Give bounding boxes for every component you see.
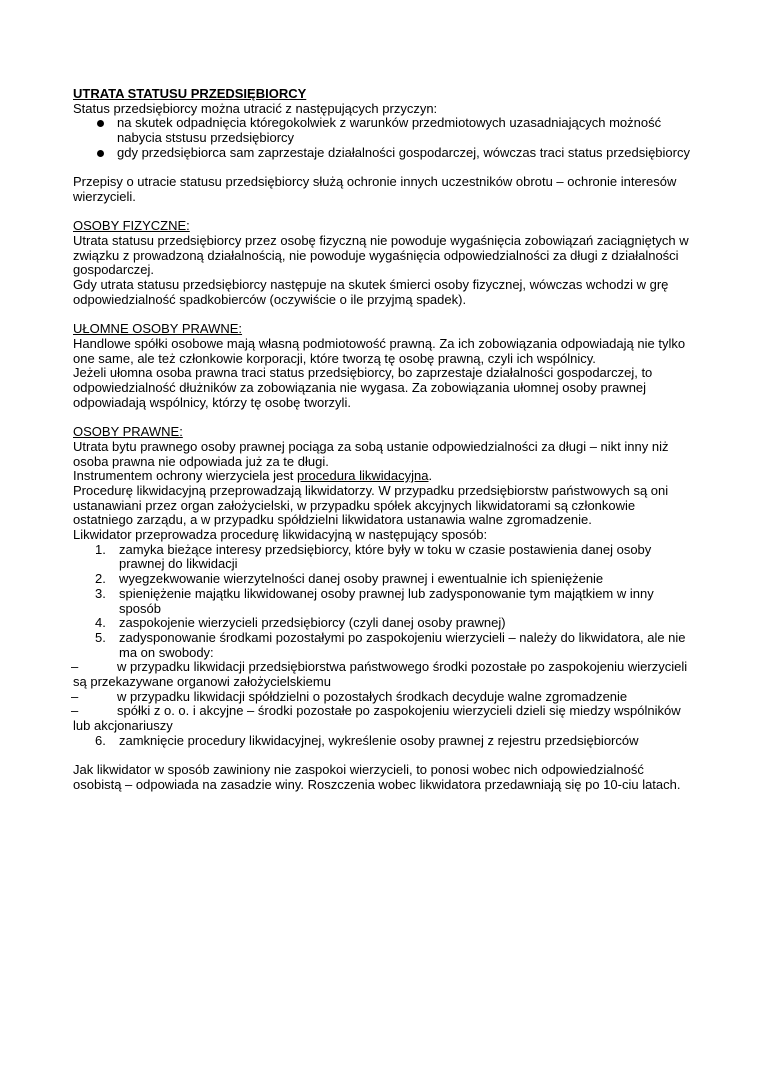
sub-item-text: spółki z o. o. i akcyjne – środki pozostałe po zaspokojeniu wierzycieli dzieli się miedzy wspólników lub akcjonariuszy bbox=[73, 703, 681, 734]
step-number: 1. bbox=[95, 541, 106, 557]
section-heading-natural-persons: OSOBY FIZYCZNE: bbox=[73, 218, 190, 234]
list-item bbox=[73, 631, 693, 660]
step-number: 2. bbox=[95, 571, 106, 587]
step-text: zaspokojenie wierzycieli przedsiębiorcy (czyli danej osoby prawnej) bbox=[119, 615, 506, 631]
list-item bbox=[73, 587, 693, 616]
step-text: spieniężenie majątku likwidowanej osoby prawnej lub zadysponowanie tym majątkiem w inny sposób bbox=[119, 585, 654, 616]
step-text: zamknięcie procedury likwidacyjnej, wykreślenie osoby prawnej z rejestru przedsiębiorców bbox=[119, 732, 639, 748]
closing-paragraph: Jak likwidator w sposób zawiniony nie zaspokoi wierzycieli, to ponosi wobec nich odpowiedzialność osobistą – odpowiada na zasadzie winy. Roszczenia wobec likwidatora przedawniają się po 10-ciu latach. bbox=[73, 762, 681, 792]
step-text: wyegzekwowanie wierzytelności danej osoby prawnej i ewentualnie ich spieniężenie bbox=[119, 571, 604, 587]
document-body bbox=[73, 87, 693, 793]
list-item bbox=[73, 690, 693, 705]
paragraph bbox=[73, 469, 693, 484]
purpose-text: Przepisy o utracie statusu przedsiębiorcy służą ochronie innych uczestników obrotu – ochronie interesów wierzycieli. bbox=[73, 174, 677, 204]
dash-marker: – bbox=[71, 659, 79, 675]
paragraph: Likwidator przeprowadza procedurę likwidacyjną w następujący sposób: bbox=[73, 527, 488, 543]
step-number: 5. bbox=[95, 629, 106, 645]
list-item bbox=[73, 704, 693, 733]
section-heading-legal-persons: OSOBY PRAWNE: bbox=[73, 424, 183, 440]
sub-item-text: w przypadku likwidacji spółdzielni o pozostałych środkach decyduje walne zgromadzenie bbox=[117, 688, 628, 704]
liquidation-final-step bbox=[73, 734, 693, 749]
list-item: gdy przedsiębiorca sam zaprzestaje działalności gospodarczej, wówczas traci status przedsiębiorcy bbox=[73, 146, 693, 161]
list-item bbox=[73, 572, 693, 587]
text-span: Instrumentem ochrony wierzyciela jest bbox=[73, 468, 297, 484]
dash-marker: – bbox=[71, 703, 79, 719]
step-text: zadysponowanie środkami pozostałymi po zaspokojeniu wierzycieli – należy do likwidatora, ale nie ma on swobody: bbox=[119, 629, 686, 660]
reasons-list bbox=[73, 116, 693, 160]
list-item: na skutek odpadnięcia któregokolwiek z warunków przedmiotowych uzasadniających możność nabycia ststusu przedsiębiorcy bbox=[73, 116, 693, 145]
document-title: UTRATA STATUSU PRZEDSIĘBIORCY bbox=[73, 86, 307, 101]
intro-text: Status przedsiębiorcy można utracić z następujących przyczyn: bbox=[73, 100, 438, 116]
section-heading-imperfect-legal-persons: UŁOMNE OSOBY PRAWNE: bbox=[73, 321, 243, 337]
text-span: . bbox=[428, 468, 433, 484]
paragraph: Procedurę likwidacyjną przeprowadzają likwidatorzy. W przypadku przedsiębiorstw państwowych są oni ustanawiani przez organ założycielski, w przypadku spółek akcyjnych likwidatorami są członkowie ostatniego zarządu, a w przypadku spółdzielni likwidatora ustanawia walne zgromadzenie. bbox=[73, 482, 669, 528]
list-item bbox=[73, 734, 693, 749]
dash-marker: – bbox=[71, 688, 79, 704]
list-item bbox=[73, 660, 693, 689]
liquidation-procedure-term: procedura likwidacyjna bbox=[296, 468, 429, 484]
paragraph: Utrata bytu prawnego osoby prawnej pociąga za sobą ustanie odpowiedzialności za długi – nikt inny niż osoba prawna nie odpowiada już za te długi. bbox=[73, 438, 669, 469]
remaining-funds-list bbox=[73, 660, 693, 734]
paragraph: Gdy utrata statusu przedsiębiorcy następuje na skutek śmierci osoby fizycznej, wówczas wchodzi w grę odpowiedzialność spadkobierców (oczywiście o ile przyjmą spadek). bbox=[73, 277, 669, 307]
list-item bbox=[73, 543, 693, 572]
step-text: zamyka bieżące interesy przedsiębiorcy, które były w toku w czasie postawienia danej osoby prawnej do likwidacji bbox=[119, 541, 652, 572]
step-number: 4. bbox=[95, 615, 106, 631]
sub-item-text: w przypadku likwidacji przedsiębiorstwa państwowego środki pozostałe po zaspokojeniu wierzycieli są przekazywane organowi założycielskiemu bbox=[73, 659, 688, 690]
step-number: 6. bbox=[95, 732, 106, 748]
step-number: 3. bbox=[95, 585, 106, 601]
paragraph: Jeżeli ułomna osoba prawna traci status przedsiębiorcy, bo zaprzestaje działalności gospodarczej, to odpowiedzialność dłużników za zobowiązania nie wygasa. Za zobowiązania ułomnej osoby prawnej odpowiadają wspólnicy, którzy tę osobę tworzyli. bbox=[73, 365, 653, 410]
liquidation-steps-list bbox=[73, 543, 693, 661]
list-item bbox=[73, 616, 693, 631]
paragraph: Handlowe spółki osobowe mają własną podmiotowość prawną. Za ich zobowiązania odpowiadają nie tylko one same, ale też członkowie korporacji, które tworzą tę osobę prawną, czyli ich wspólnicy. bbox=[73, 335, 686, 366]
paragraph: Utrata statusu przedsiębiorcy przez osobę fizyczną nie powoduje wygaśnięcia zobowiązań zaciągniętych w związku z prowadzoną działalnością, nie powoduje wygaśnięcia odpowiedzialności za długi z działalności gospodarczej. bbox=[73, 233, 689, 278]
